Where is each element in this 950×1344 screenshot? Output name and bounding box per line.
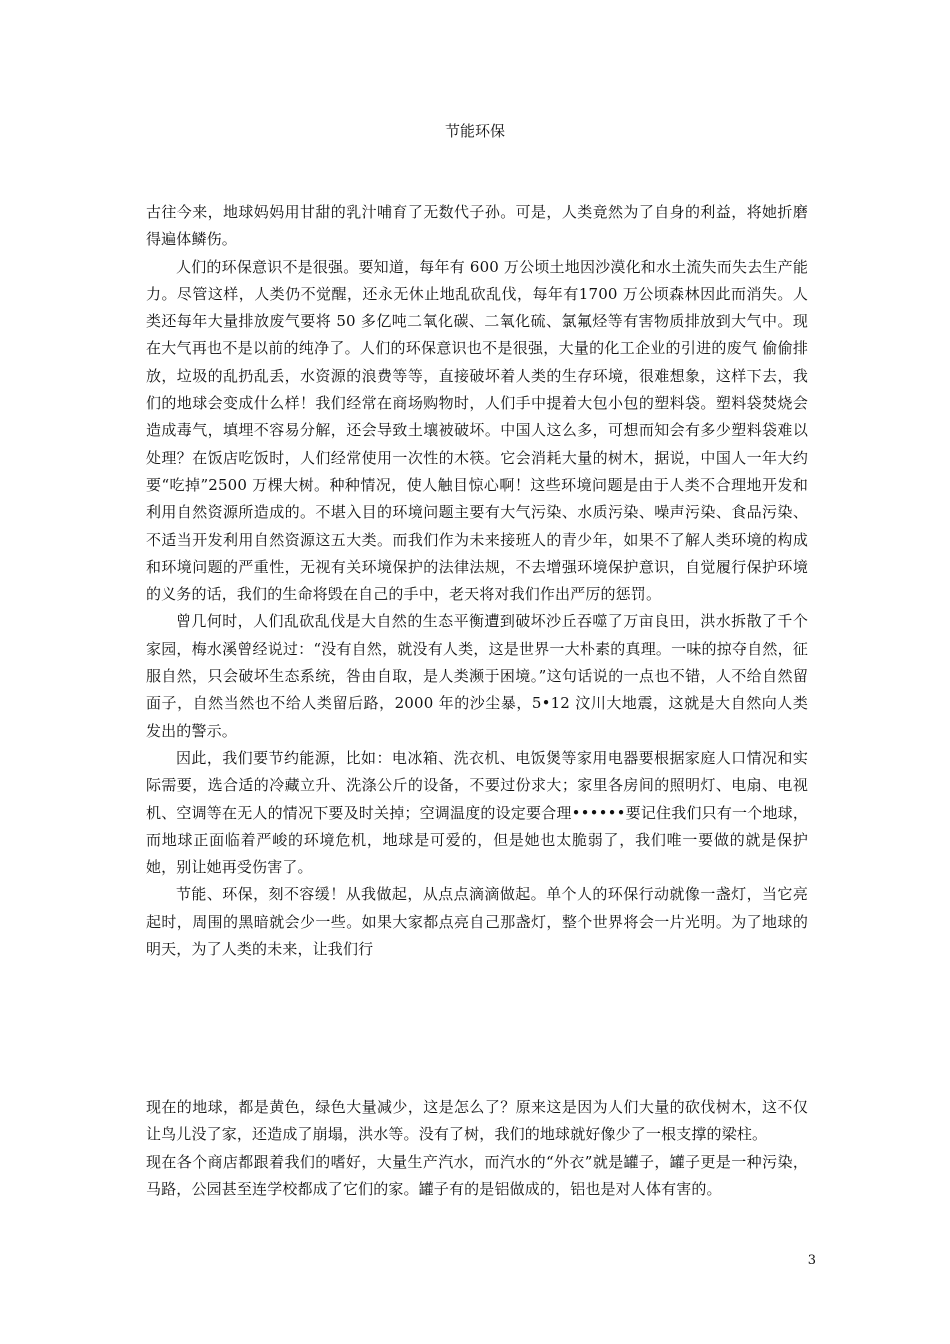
paragraph-save-energy: 因此，我们要节约能源，比如：电冰箱、洗衣机、电饭煲等家用电器要根据家庭人口情况和实际需要，选合适的冷藏立升、洗涤公斤的设备，不要过份求大；家里各房间的照明灯、电扇、电视机、空调等在无人的情况下要及时关掉；空调温度的设定要合理••••••要记住我们只有一个地球，而地球正面临着严峻的环境危机，地球是可爱的，但是她也太脆弱了，我们唯一要做的就是保护她，别让她再受伤害了。 [146, 748, 808, 877]
paragraph-environmental-awareness: 人们的环保意识不是很强。要知道，每年有 600 万公顷土地因沙漠化和水土流失而失去生产能力。尽管这样，人类仍不觉醒，还永无休止地乱砍乱伐，每年有1700 万公顷森林因此而消失。人类还每年大量排放废气要将 50 多亿吨二氧化碳、二氧化硫、氯氟烃等有害物质排放到大气中。现在大气再也不是以前的纯净了。人们的环保意识也不是很强，大量的化工企业的引进的废气 偷偷排放，垃圾的乱扔乱丢，水资源的浪费等等，直接破坏着人类的生存环境，很难想象，这样下去，我们的地球会变成什么样！我们经常在商场购物时，人们手中提着大包小包的塑料袋。塑料袋焚烧会造成毒气，填埋不容易分解，还会导致土壤被破坏。中国人这么多，可想而知会有多少塑料袋难以处理？在饭店吃饭时，人们经常使用一次性的木筷。它会消耗大量的树木，据说，中国人一年大约要“吃掉”2500 万棵大树。种种情况，使人触目惊心啊！这些环境问题是由于人类不合理地开发和利用自然资源所造成的。不堪入目的环境问题主要有大气污染、水质污染、噪声污染、食品污染、不适当开发利用自然资源这五大类。而我们作为未来接班人的青少年，如果不了解人类环境的构成和环境问题的严重性，无视有关环境保护的法律法规，不去增强环境保护意识，自觉履行保护环境的义务的话，我们的生命将毁在自己的手中，老天将对我们作出严厉的惩罚。 [146, 257, 808, 604]
paragraph-call-to-action: 节能、环保，刻不容缓！从我做起，从点点滴滴做起。单个人的环保行动就像一盏灯，当它亮起时，周围的黑暗就会少一些。如果大家都点亮自己那盏灯，整个世界将会一片光明。为了地球的明天，为了人类的未来，让我们行 [146, 885, 808, 959]
document-title: 节能环保 [444, 122, 505, 140]
paragraph-intro: 古往今来，地球妈妈用甘甜的乳汁哺育了无数代子孙。可是，人类竟然为了自身的利益，将她折磨得遍体鳞伤。 [146, 203, 808, 249]
essay-section-main [146, 199, 808, 963]
paragraph-nature-warning: 曾几何时，人们乱砍乱伐是大自然的生态平衡遭到破坏沙丘吞噬了万亩良田，洪水拆散了千个家园，梅水溪曾经说过：“没有自然，就没有人类，这是世界一大朴素的真理。一味的掠夺自然，征服自然，只会破坏生态系统，咎由自取，是人类濒于困境。”这句话说的一点也不错，人不给自然留面子，自然当然也不给人类留后路，2000 年的沙尘暴，5•12 汶川大地震，这就是大自然向人类发出的警示。 [146, 612, 808, 740]
page-number: 3 [807, 1253, 816, 1268]
essay-section-secondary [146, 1094, 808, 1203]
paragraph-deforestation: 现在的地球，都是黄色，绿色大量减少，这是怎么了？原来这是因为人们大量的砍伐树木，这不仅让鸟儿没了家，还造成了崩塌，洪水等。没有了树，我们的地球就好像少了一根支撑的梁柱。 [146, 1098, 808, 1144]
paragraph-soda-cans: 现在各个商店都跟着我们的嗜好，大量生产汽水，而汽水的“外衣”就是罐子，罐子更是一种污染，马路，公园甚至连学校都成了它们的家。罐子有的是铝做成的，铝也是对人体有害的。 [146, 1152, 808, 1198]
